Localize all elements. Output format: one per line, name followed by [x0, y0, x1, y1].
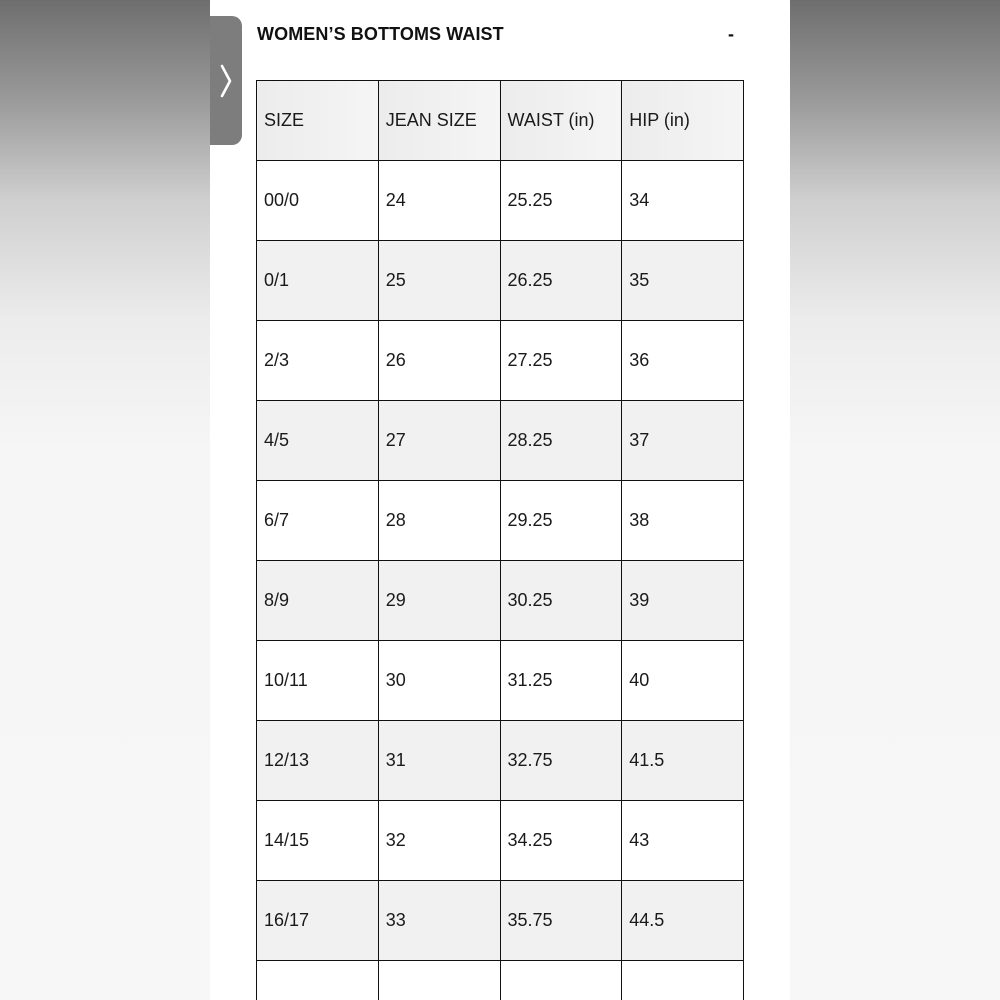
header-size: SIZE [257, 81, 379, 161]
table-header-row [257, 81, 744, 161]
table-row [257, 161, 744, 241]
cell-jean-size: 27 [378, 401, 500, 481]
cell-jean-size: 25 [378, 241, 500, 321]
cell-size: 2/3 [257, 321, 379, 401]
collapse-toggle[interactable]: - [728, 24, 734, 44]
cell-waist: 29.25 [500, 481, 622, 561]
cell-jean-size: 31 [378, 721, 500, 801]
cell-size: 12/13 [257, 721, 379, 801]
cell-waist: 28.25 [500, 401, 622, 481]
cell-waist: 27.25 [500, 321, 622, 401]
cell-size: 14/15 [257, 801, 379, 881]
side-nav-tab[interactable] [210, 16, 242, 145]
cell-size: 6/7 [257, 481, 379, 561]
cell-hip [622, 961, 744, 1000]
table-row [257, 641, 744, 721]
cell-waist: 26.25 [500, 241, 622, 321]
cell-waist: 30.25 [500, 561, 622, 641]
size-chart-table [256, 80, 744, 1000]
cell-hip: 37 [622, 401, 744, 481]
cell-jean-size: 28 [378, 481, 500, 561]
table-row [257, 961, 744, 1000]
table-row [257, 721, 744, 801]
table-row [257, 801, 744, 881]
cell-hip: 38 [622, 481, 744, 561]
cell-hip: 39 [622, 561, 744, 641]
chevron-right-icon [219, 64, 233, 98]
table-row [257, 561, 744, 641]
table-row [257, 321, 744, 401]
cell-hip: 35 [622, 241, 744, 321]
cell-waist: 32.75 [500, 721, 622, 801]
cell-jean-size: 26 [378, 321, 500, 401]
cell-hip: 44.5 [622, 881, 744, 961]
cell-size: 8/9 [257, 561, 379, 641]
cell-jean-size: 29 [378, 561, 500, 641]
cell-size: 0/1 [257, 241, 379, 321]
cell-jean-size [378, 961, 500, 1000]
header-waist: WAIST (in) [500, 81, 622, 161]
cell-hip: 34 [622, 161, 744, 241]
header-hip: HIP (in) [622, 81, 744, 161]
table-row [257, 241, 744, 321]
right-backdrop [790, 0, 1000, 1000]
table-body [257, 161, 744, 1000]
cell-waist: 34.25 [500, 801, 622, 881]
cell-hip: 43 [622, 801, 744, 881]
cell-jean-size: 33 [378, 881, 500, 961]
cell-size: 00/0 [257, 161, 379, 241]
cell-waist: 31.25 [500, 641, 622, 721]
cell-jean-size: 32 [378, 801, 500, 881]
cell-size [257, 961, 379, 1000]
cell-size: 4/5 [257, 401, 379, 481]
section-title: WOMEN’S BOTTOMS WAIST [257, 24, 504, 44]
cell-waist: 25.25 [500, 161, 622, 241]
table-row [257, 881, 744, 961]
cell-hip: 36 [622, 321, 744, 401]
table-row [257, 481, 744, 561]
table-row [257, 401, 744, 481]
cell-waist: 35.75 [500, 881, 622, 961]
cell-waist [500, 961, 622, 1000]
cell-jean-size: 30 [378, 641, 500, 721]
left-backdrop [0, 0, 210, 1000]
cell-hip: 41.5 [622, 721, 744, 801]
cell-size: 16/17 [257, 881, 379, 961]
cell-jean-size: 24 [378, 161, 500, 241]
cell-size: 10/11 [257, 641, 379, 721]
header-jean-size: JEAN SIZE [378, 81, 500, 161]
cell-hip: 40 [622, 641, 744, 721]
